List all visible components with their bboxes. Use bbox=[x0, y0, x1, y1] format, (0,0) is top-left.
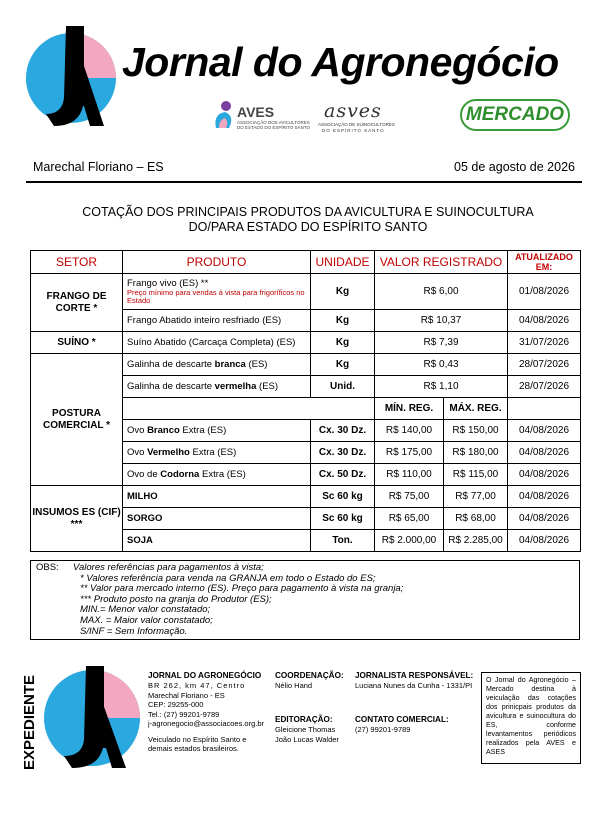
header-setor: SETOR bbox=[31, 251, 123, 274]
obs-line: MAX. = Maior valor constatado; bbox=[80, 614, 213, 626]
place-label: Marechal Floriano – ES bbox=[33, 160, 164, 174]
max-cell: R$ 150,00 bbox=[444, 420, 508, 442]
min-cell: R$ 75,00 bbox=[375, 486, 444, 508]
ja-logo bbox=[26, 26, 116, 130]
min-cell: R$ 2.000,00 bbox=[375, 530, 444, 552]
date-cell: 28/07/2026 bbox=[508, 354, 581, 376]
header-valor: VALOR REGISTRADO bbox=[375, 251, 508, 274]
unit-cell: Sc 60 kg bbox=[311, 508, 375, 530]
aves-logo: AVES ASSOCIAÇÃO DOS AVICULTORES DO ESTADO DO ESPÍRITO SANTO bbox=[213, 100, 308, 132]
value-cell: R$ 6,00 bbox=[375, 274, 508, 310]
min-cell: R$ 175,00 bbox=[375, 442, 444, 464]
unit-cell: Cx. 50 Dz. bbox=[311, 464, 375, 486]
ja-footer-logo bbox=[42, 666, 142, 770]
unit-cell: Kg bbox=[311, 354, 375, 376]
value-cell: R$ 7,39 bbox=[375, 332, 508, 354]
unit-cell: Kg bbox=[311, 332, 375, 354]
product-frango-vivo: Frango vivo (ES) ** Preço mínimo para vendas à vista para frigoríficos no Estado bbox=[123, 274, 311, 310]
min-cell: R$ 65,00 bbox=[375, 508, 444, 530]
date-cell: 04/08/2026 bbox=[508, 508, 581, 530]
product-sorgo: SORGO bbox=[123, 508, 311, 530]
product-milho: MILHO bbox=[123, 486, 311, 508]
subheader-blank bbox=[123, 398, 375, 420]
sector-insumos: INSUMOS ES (CIF) *** bbox=[31, 486, 123, 552]
obs-box bbox=[30, 560, 580, 640]
product-ovo-codorna: Ovo de Codorna Extra (ES) bbox=[123, 464, 311, 486]
value-cell: R$ 10,37 bbox=[375, 310, 508, 332]
footer-coordenacao: COORDENAÇÃO: Nélio Hand bbox=[275, 671, 344, 690]
date-label: 05 de agosto de 2026 bbox=[454, 160, 575, 174]
obs-line: MIN.= Menor valor constatado; bbox=[80, 604, 211, 616]
date-cell: 04/08/2026 bbox=[508, 442, 581, 464]
obs-line: ** Valor para mercado interno (ES). Preço para pagamento à vista na granja; bbox=[80, 583, 404, 595]
header-produto: PRODUTO bbox=[123, 251, 311, 274]
value-cell: R$ 0,43 bbox=[375, 354, 508, 376]
brand-title: Jornal do Agronegócio bbox=[122, 39, 559, 85]
date-cell: 04/08/2026 bbox=[508, 310, 581, 332]
obs-line: * Valores referência para venda na GRANJA em todo o Estado do ES; bbox=[80, 572, 376, 584]
product-galinha-branca: Galinha de descarte branca (ES) bbox=[123, 354, 311, 376]
unit-cell: Kg bbox=[311, 274, 375, 310]
obs-line: S/INF = Sem Informação. bbox=[80, 625, 188, 637]
product-galinha-vermelha: Galinha de descarte vermelha (ES) bbox=[123, 376, 311, 398]
svg-text:EXPEDIENTE: EXPEDIENTE bbox=[21, 674, 38, 770]
asves-logo: asves ASSOCIAÇÃO DE SUINOCULTORES DO ESPÍRITO SANTO bbox=[318, 100, 395, 133]
footer-jornalista: JORNALISTA RESPONSÁVEL: Luciana Nunes da Cunha - 1331/PI bbox=[355, 671, 474, 690]
page-title: COTAÇÃO DOS PRINCIPAIS PRODUTOS DA AVICULTURA E SUINOCULTURA DO/PARA ESTADO DO ESPÍRITO SANTO bbox=[82, 205, 534, 234]
max-cell: R$ 115,00 bbox=[444, 464, 508, 486]
unit-cell: Kg bbox=[311, 310, 375, 332]
min-cell: R$ 140,00 bbox=[375, 420, 444, 442]
product-soja: SOJA bbox=[123, 530, 311, 552]
unit-cell: Ton. bbox=[311, 530, 375, 552]
expediente-label bbox=[14, 670, 42, 770]
unit-cell: Cx. 30 Dz. bbox=[311, 420, 375, 442]
quotation-table bbox=[30, 250, 581, 552]
unit-cell: Unid. bbox=[311, 376, 375, 398]
date-cell: 04/08/2026 bbox=[508, 486, 581, 508]
product-frango-abatido: Frango Abatido inteiro resfriado (ES) bbox=[123, 310, 311, 332]
date-cell: 28/07/2026 bbox=[508, 376, 581, 398]
date-cell: 01/08/2026 bbox=[508, 274, 581, 310]
max-cell: R$ 2.285,00 bbox=[444, 530, 508, 552]
header-unidade: UNIDADE bbox=[311, 251, 375, 274]
date-cell: 04/08/2026 bbox=[508, 420, 581, 442]
value-cell: R$ 1,10 bbox=[375, 376, 508, 398]
obs-label: OBS: bbox=[36, 562, 59, 573]
max-cell: R$ 77,00 bbox=[444, 486, 508, 508]
max-cell: R$ 68,00 bbox=[444, 508, 508, 530]
date-cell: 04/08/2026 bbox=[508, 530, 581, 552]
subheader-min: MÍN. REG. bbox=[375, 398, 444, 420]
subheader-max: MÁX. REG. bbox=[444, 398, 508, 420]
date-cell: 04/08/2026 bbox=[508, 464, 581, 486]
max-cell: R$ 180,00 bbox=[444, 442, 508, 464]
mercado-badge: MERCADO bbox=[460, 99, 570, 131]
unit-cell: Sc 60 kg bbox=[311, 486, 375, 508]
product-ovo-branco: Ovo Branco Extra (ES) bbox=[123, 420, 311, 442]
date-cell: 31/07/2026 bbox=[508, 332, 581, 354]
sector-postura: POSTURA COMERCIAL * bbox=[31, 354, 123, 486]
sector-suino: SUÍNO * bbox=[31, 332, 123, 354]
product-ovo-vermelho: Ovo Vermelho Extra (ES) bbox=[123, 442, 311, 464]
header-atualizado: ATUALIZADO EM: bbox=[508, 251, 581, 274]
unit-cell: Cx. 30 Dz. bbox=[311, 442, 375, 464]
obs-lines bbox=[73, 563, 403, 637]
product-suino: Suíno Abatido (Carcaça Completa) (ES) bbox=[123, 332, 311, 354]
sector-frango: FRANGO DE CORTE * bbox=[31, 274, 123, 332]
footer-contato: CONTATO COMERCIAL: (27) 99201-9789 bbox=[355, 715, 449, 734]
obs-line: Valores referências para pagamentos à vista; bbox=[73, 562, 264, 573]
footer-about-box: O Jornal do Agronegócio – Mercado destina à veiculação das cotações dos prinicpais produtos da avicultura e suinocultura do ES, conforme levantamentos periódicos realizados pela AVES e ASES bbox=[481, 672, 581, 764]
frango-vivo-note: Preço mínimo para vendas à vista para frigoríficos no Estado bbox=[127, 288, 305, 305]
subheader-blank-date bbox=[508, 398, 581, 420]
footer-jornal: JORNAL DO AGRONEGÓCIO BR 262, km 47, Centro Marechal Floriano - ES CEP: 29255-000 Tel.: (27) 99201-9789 j-agronegocio@associacoes.org.br Veiculado no Espírito Santo e demais estados brasileiros. bbox=[148, 671, 265, 753]
header-rule bbox=[26, 181, 582, 183]
footer-editoracao: EDITORAÇÃO: Gleicione Thomas João Lucas Walder bbox=[275, 715, 339, 744]
min-cell: R$ 110,00 bbox=[375, 464, 444, 486]
obs-line: *** Produto posto na granja do Produtor (ES); bbox=[80, 593, 272, 605]
